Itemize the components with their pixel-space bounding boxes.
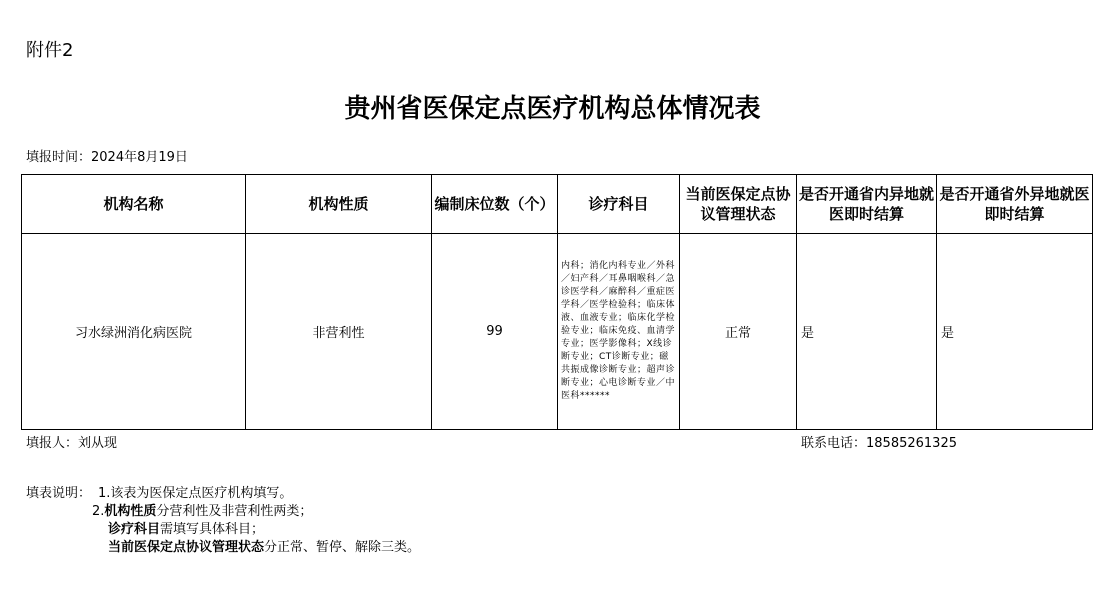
note-line-4-term: 当前医保定点协议管理状态 [108, 540, 265, 555]
cell-out-province-settlement: 是 [937, 234, 1093, 430]
header-institution-nature: 机构性质 [246, 175, 432, 234]
note-line-4 [108, 536, 420, 555]
table-row [22, 234, 1093, 430]
header-agreement-status: 当前医保定点协议管理状态 [680, 175, 797, 234]
institution-table [21, 174, 1093, 430]
header-in-province-settlement: 是否开通省内异地就医即时结算 [797, 175, 937, 234]
reporter: 填报人：刘从现 [26, 436, 118, 451]
note-line-3 [108, 518, 264, 537]
cell-bed-count: 99 [432, 234, 558, 430]
note-line-2-number: 2. [92, 504, 105, 519]
cell-agreement-status: 正常 [680, 234, 797, 430]
note-line-4-text: 分正常、暂停、解除三类。 [264, 540, 421, 555]
cell-departments: 内科；消化内科专业／外科／妇产科／耳鼻咽喉科／急诊医学科／麻醉科／重症医学科／医学检验科；临床体液、血液专业；临床化学检验专业；临床免疫、血清学专业；医学影像科；X线诊断专业；CT诊断专业；磁共振成像诊断专业；超声诊断专业；心电诊断专业／中医科****** [558, 234, 680, 430]
note-line-2-text: 分营利性及非营利性两类； [156, 504, 313, 519]
fill-date: 填报时间：2024年8月19日 [26, 150, 188, 165]
cell-institution-nature: 非营利性 [246, 234, 432, 430]
cell-in-province-settlement: 是 [797, 234, 937, 430]
page-title: 贵州省医保定点医疗机构总体情况表 [344, 94, 761, 124]
header-institution-name: 机构名称 [22, 175, 246, 234]
header-bed-count: 编制床位数（个） [432, 175, 558, 234]
attachment-label: 附件2 [26, 40, 74, 61]
note-line-1: 1.该表为医保定点医疗机构填写。 [98, 486, 293, 501]
note-line-2 [92, 500, 312, 519]
contact-phone: 联系电话：18585261325 [801, 436, 957, 451]
header-departments: 诊疗科目 [558, 175, 680, 234]
note-line-2-term: 机构性质 [104, 504, 157, 519]
note-line-3-term: 诊疗科目 [108, 522, 161, 537]
cell-institution-name: 习水绿洲消化病医院 [22, 234, 246, 430]
header-out-province-settlement: 是否开通省外异地就医即时结算 [937, 175, 1093, 234]
table-header-row [22, 175, 1093, 234]
notes-label: 填表说明： [26, 486, 92, 501]
note-line-3-text: 需填写具体科目； [160, 522, 265, 537]
